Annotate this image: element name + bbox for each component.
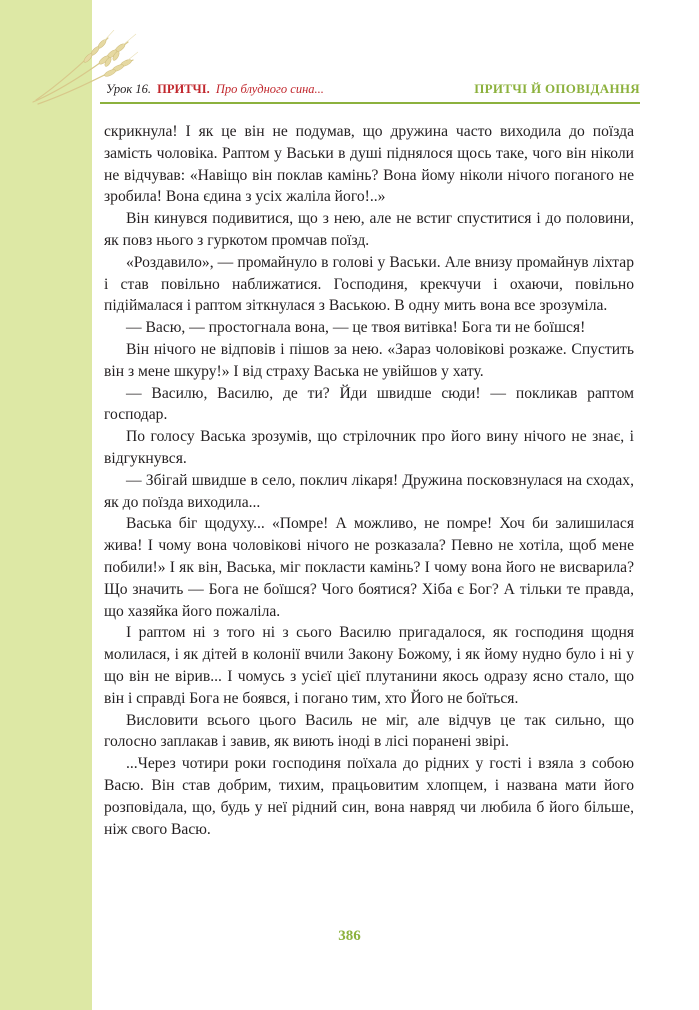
paragraph: Він нічого не відповів і пішов за нею. «Зараз чоловікові розкаже. Спустить він з мене шкуру!» І від страху Васька не увійшов у хату. [104,340,634,380]
page-number: 386 [338,928,361,944]
paragraph: — Збігай швидше в село, поклич лікаря! Дружина посковзнулася на сходах, як до поїзда виходила... [104,471,634,511]
paragraph: «Роздавило», — промайнуло в голові у Васьки. Але внизу промайнув ліхтар і став повільно наближатися. Господиня, крекчучи і охаючи, повільно підіймалася і раптом зіткнулася з Ваською. В одну мить вона все зрозуміла. [104,253,634,315]
section-title: ПРИТЧІ Й ОПОВІДАННЯ [474,81,640,96]
side-band [0,0,92,1010]
lesson-subtopic: Про блудного сина... [215,82,324,96]
header-rule [100,102,640,104]
paragraph: Васька біг щодуху... «Помре! А можливо, не помре! Хоч би залишилася жива! І чому вона чоловікові нічого не розказала? Певно не хотіла, щоб мене побили!» І як він, Васька, міг покласти камінь? І чому вона його не висварила? Що значить — Бога не боїшся? Чого боятися? Хіба є Бог? А тільки те правда, що хазяйка його пожаліла. [104,515,634,620]
lesson-topic: ПРИТЧІ. [157,82,210,96]
paragraph: І раптом ні з того ні з сього Василю пригадалося, як господиня щодня молилася, і як дітей в колонії вчили Закону Божому, і як йому нудно було і ні у що він не вірив... І чомусь з усієї цієї плутанини якось одразу ясно стало, що він і справді Бога не боявся, і погано тим, хто Його не боїться. [104,624,634,707]
running-header [92,78,640,106]
paragraph: Він кинувся подивитися, що з нею, але не встиг спуститися і до половини, як повз нього з гуркотом промчав поїзд. [104,210,634,249]
lesson-heading [106,82,324,97]
paragraph: ...Через чотири роки господиня поїхала до рідних у гості і взяла з собою Васю. Він став добрим, тихим, працьовитим хлопцем, і названа мати його розповідала, що, будь у неї рідний син, вона навряд чи любила б його більше, ніж свого Васю. [104,755,634,838]
paragraph: Висловити всього цього Василь не міг, але відчув це так сильно, що голосно заплакав і завив, як виють іноді в лісі поранені звірі. [104,711,634,751]
paragraph: скрикнула! І як це він не подумав, що дружина часто виходила до поїзда замість чоловіка. Раптом у Васьки в душі піднялося щось таке, чого він ніколи не відчував: «Навіщо він поклав камінь? Вона йому ніколи нічого поганого не зробила! Вона єдина з усіх жаліла його!..» [104,123,634,206]
paragraph: — Василю, Василю, де ти? Йди швидше сюди! — покликав раптом господар. [104,384,634,424]
lesson-number: Урок 16. [106,82,152,96]
story-text [104,121,634,840]
paragraph: — Васю, — простогнала вона, — це твоя витівка! Бога ти не боїшся! [126,319,586,337]
paragraph: По голосу Васька зрозумів, що стрілочник про його вину нічого не знає, і відгукнувся. [104,428,634,467]
